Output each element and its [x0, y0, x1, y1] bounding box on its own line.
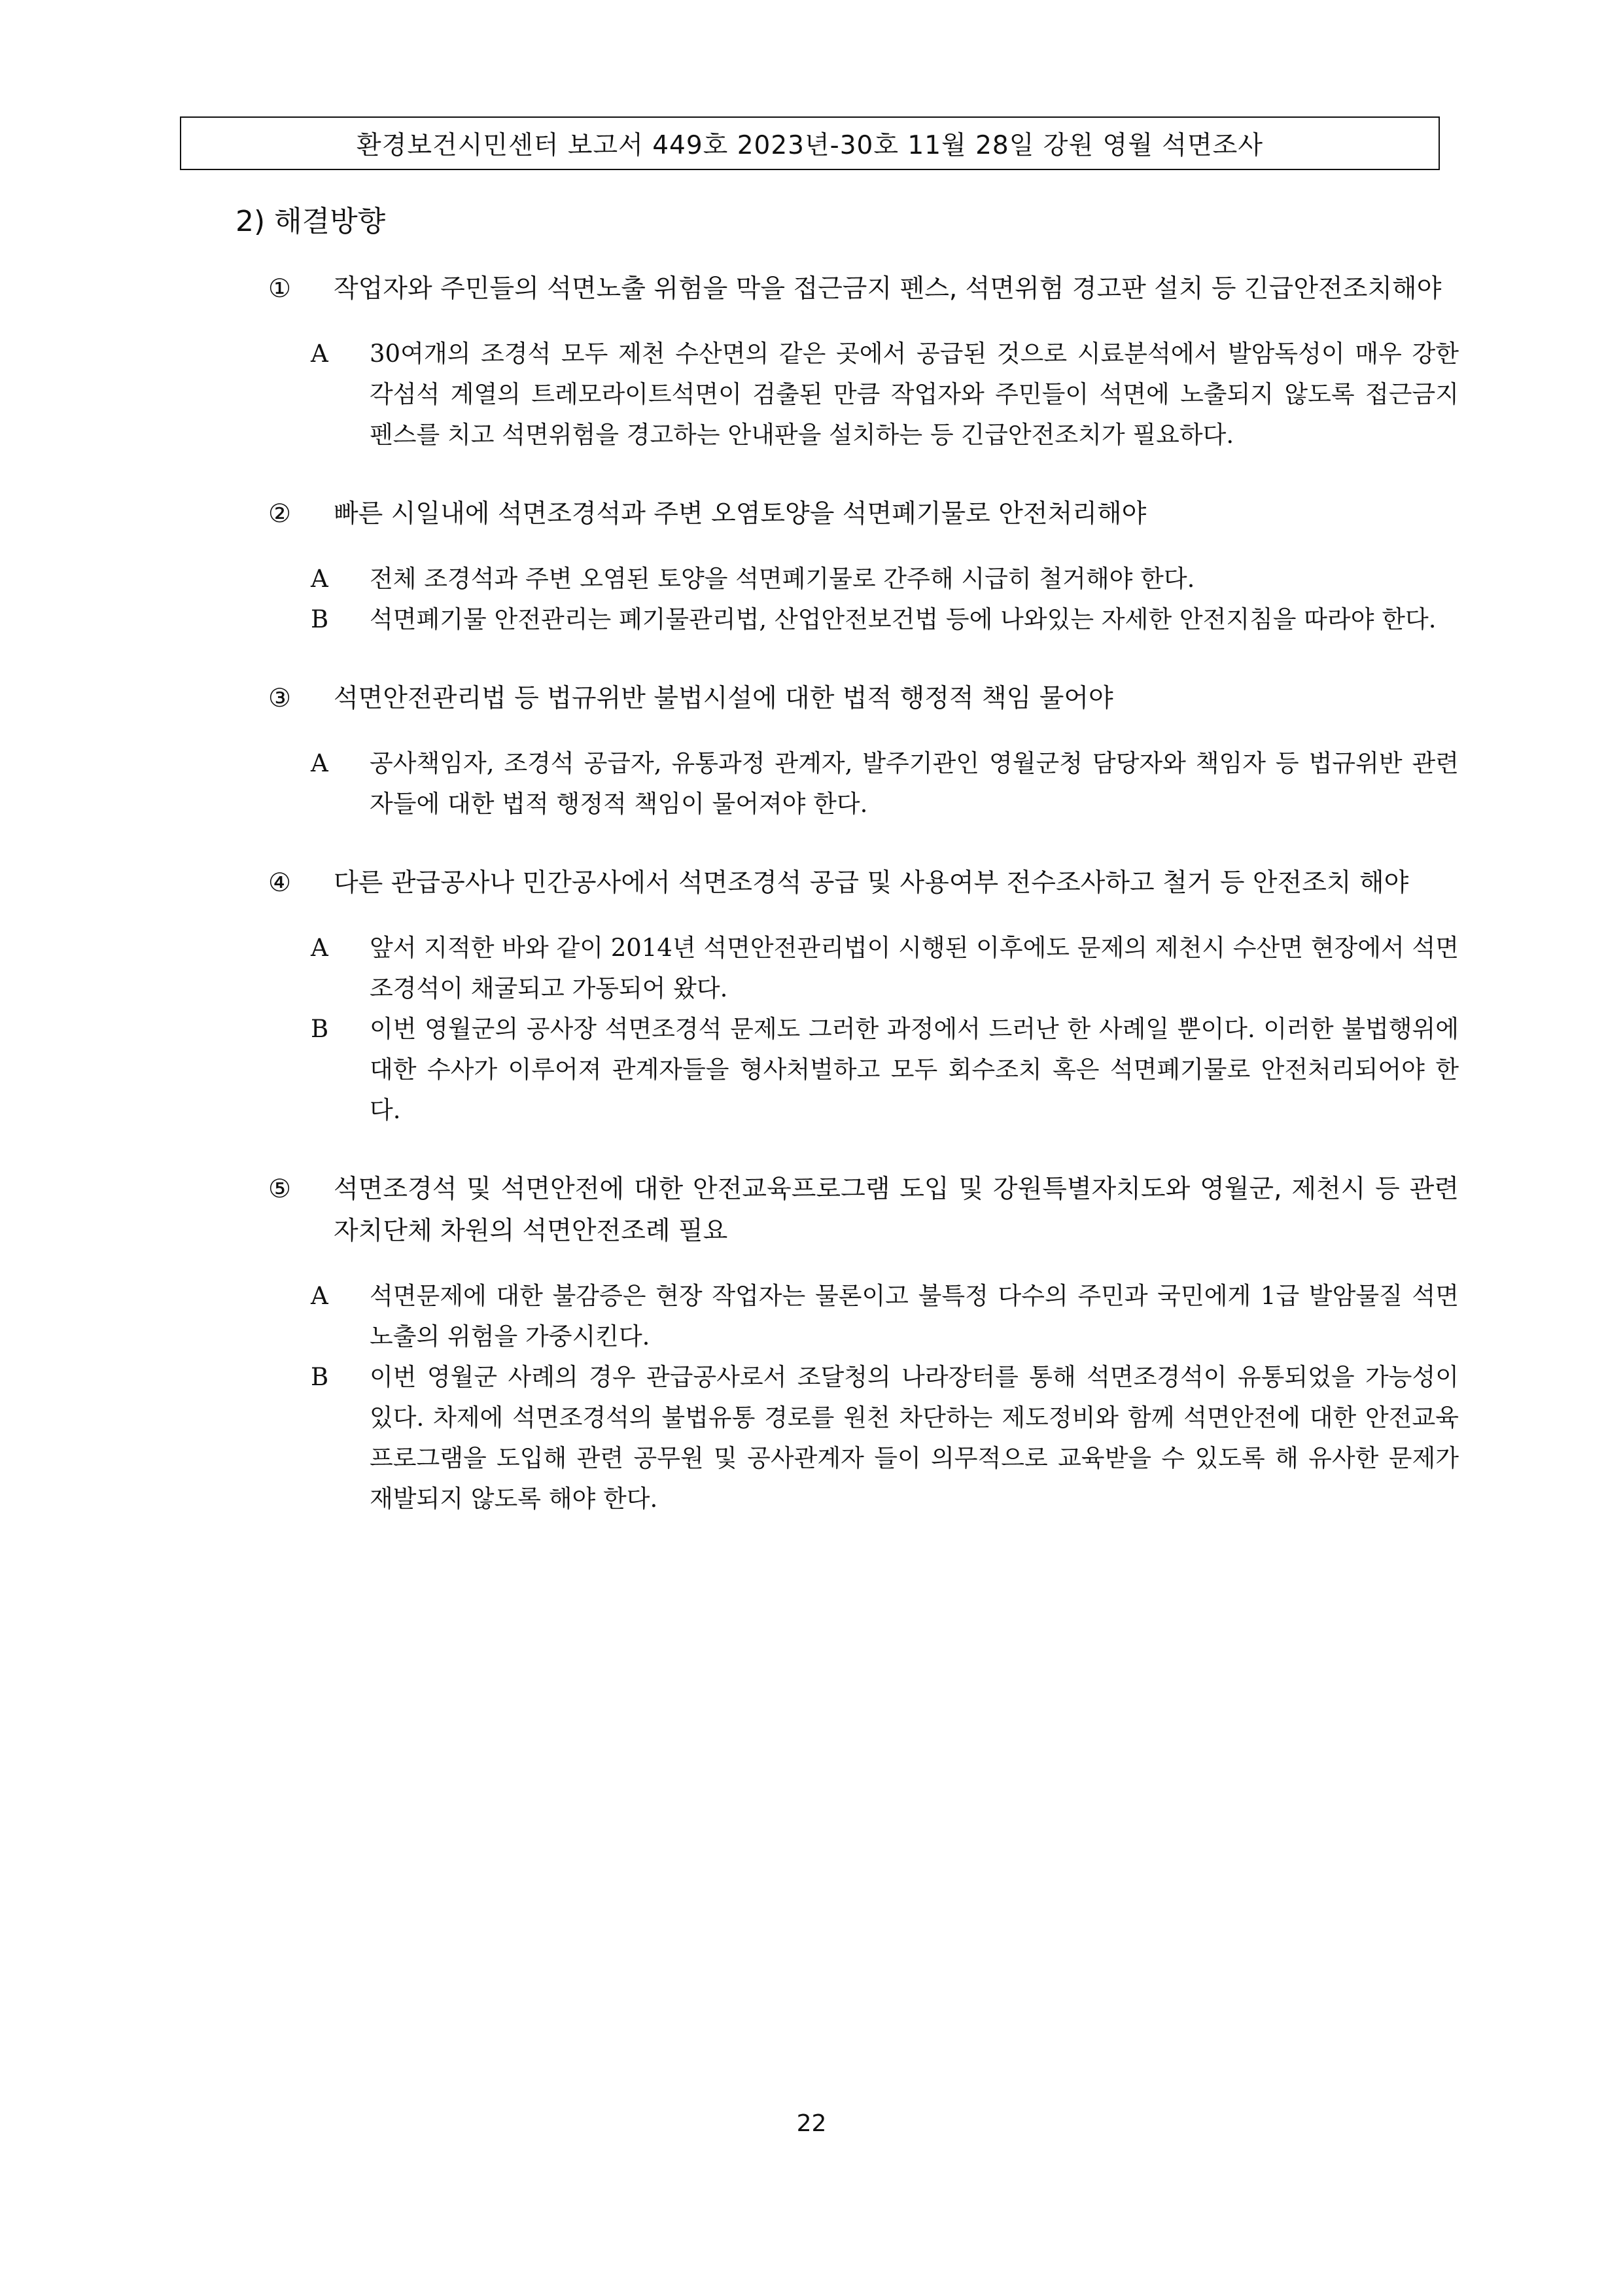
- sub-text: 이번 영월군의 공사장 석면조경석 문제도 그러한 과정에서 드러난 한 사례일 뿐이다. 이러한 불법행위에 대한 수사가 이루어져 관계자들을 형사처벌하고 모두 회수조치 혹은 석면폐기물로 안전처리되어야 한다.: [370, 1015, 1459, 1124]
- page-number: 22: [796, 2110, 827, 2137]
- solution-item: [268, 493, 1459, 640]
- solution-item-heading: [268, 678, 1459, 720]
- sub-label: A: [311, 934, 328, 962]
- item-number: ②: [268, 499, 291, 529]
- item-title: 다른 관급공사나 민간공사에서 석면조경석 공급 및 사용여부 전수조사하고 철거 등 안전조치 해야: [334, 868, 1409, 898]
- sub-item: [311, 1357, 1459, 1519]
- sub-item: [311, 743, 1459, 824]
- sub-label: B: [311, 605, 329, 633]
- sub-text: 앞서 지적한 바와 같이 2014년 석면안전관리법이 시행된 이후에도 문제의 제천시 수산면 현장에서 석면조경석이 채굴되고 가동되어 왔다.: [370, 934, 1459, 1002]
- item-title: 빠른 시일내에 석면조경석과 주변 오염토양을 석면폐기물로 안전처리해야: [334, 499, 1147, 529]
- sub-list: [268, 1276, 1459, 1519]
- sub-label: A: [311, 749, 328, 777]
- item-title: 석면안전관리법 등 법규위반 불법시설에 대한 법적 행정적 책임 물어야: [334, 684, 1113, 713]
- sub-label: B: [311, 1363, 329, 1391]
- solution-item-heading: [268, 268, 1459, 310]
- sub-label: A: [311, 340, 328, 368]
- report-header: 환경보건시민센터 보고서 449호 2023년-30호 11월 28일 강원 영월 석면조사: [180, 116, 1440, 170]
- solution-item: [268, 268, 1459, 455]
- sub-text: 30여개의 조경석 모두 제천 수산면의 같은 곳에서 공급된 것으로 시료분석에서 발암독성이 매우 강한 각섬석 계열의 트레모라이트석면이 검출된 만큼 작업자와 주민들이 석면에 노출되지 않도록 접근금지 펜스를 치고 석면위험을 경고하는 안내판을 설치하는 등 긴급안전조치가 필요하다.: [370, 340, 1459, 449]
- sub-item: [311, 1009, 1459, 1131]
- item-number: ⑤: [268, 1174, 291, 1204]
- item-number: ④: [268, 868, 291, 898]
- solution-item-heading: [268, 862, 1459, 904]
- sub-label: A: [311, 565, 328, 593]
- item-number: ①: [268, 274, 291, 304]
- section-title: 2) 해결방향: [236, 205, 386, 238]
- sub-list: [268, 559, 1459, 640]
- sub-text: 석면폐기물 안전관리는 폐기물관리법, 산업안전보건법 등에 나와있는 자세한 안전지침을 따라야 한다.: [370, 605, 1437, 633]
- solution-item-heading: [268, 1169, 1459, 1252]
- sub-item: [311, 559, 1459, 599]
- sub-label: B: [311, 1015, 329, 1043]
- sub-label: A: [311, 1282, 328, 1310]
- item-title: 석면조경석 및 석면안전에 대한 안전교육프로그램 도입 및 강원특별자치도와 영월군, 제천시 등 관련 자치단체 차원의 석면안전조례 필요: [334, 1174, 1459, 1246]
- solution-item: [268, 1169, 1459, 1519]
- sub-item: [311, 599, 1459, 640]
- item-title: 작업자와 주민들의 석면노출 위험을 막을 접근금지 펜스, 석면위험 경고판 설치 등 긴급안전조치해야: [334, 274, 1442, 304]
- solution-list: [268, 268, 1459, 1557]
- item-number: ③: [268, 684, 291, 713]
- sub-item: [311, 928, 1459, 1009]
- sub-list: [268, 743, 1459, 824]
- solution-item-heading: [268, 493, 1459, 535]
- sub-text: 이번 영월군 사례의 경우 관급공사로서 조달청의 나라장터를 통해 석면조경석이 유통되었을 가능성이 있다. 차제에 석면조경석의 불법유통 경로를 원천 차단하는 제도정비와 함께 석면안전에 대한 안전교육프로그램을 도입해 관련 공무원 및 공사관계자 들이 의무적으로 교육받을 수 있도록 해 유사한 문제가 재발되지 않도록 해야 한다.: [370, 1363, 1459, 1513]
- solution-item: [268, 862, 1459, 1131]
- sub-item: [311, 1276, 1459, 1357]
- sub-text: 전체 조경석과 주변 오염된 토양을 석면폐기물로 간주해 시급히 철거해야 한다.: [370, 565, 1195, 593]
- solution-item: [268, 678, 1459, 824]
- sub-item: [311, 334, 1459, 455]
- sub-list: [268, 334, 1459, 455]
- sub-list: [268, 928, 1459, 1131]
- sub-text: 석면문제에 대한 불감증은 현장 작업자는 물론이고 불특정 다수의 주민과 국민에게 1급 발암물질 석면노출의 위험을 가중시킨다.: [370, 1282, 1459, 1351]
- sub-text: 공사책임자, 조경석 공급자, 유통과정 관계자, 발주기관인 영월군청 담당자와 책임자 등 법규위반 관련자들에 대한 법적 행정적 책임이 물어져야 한다.: [370, 749, 1459, 818]
